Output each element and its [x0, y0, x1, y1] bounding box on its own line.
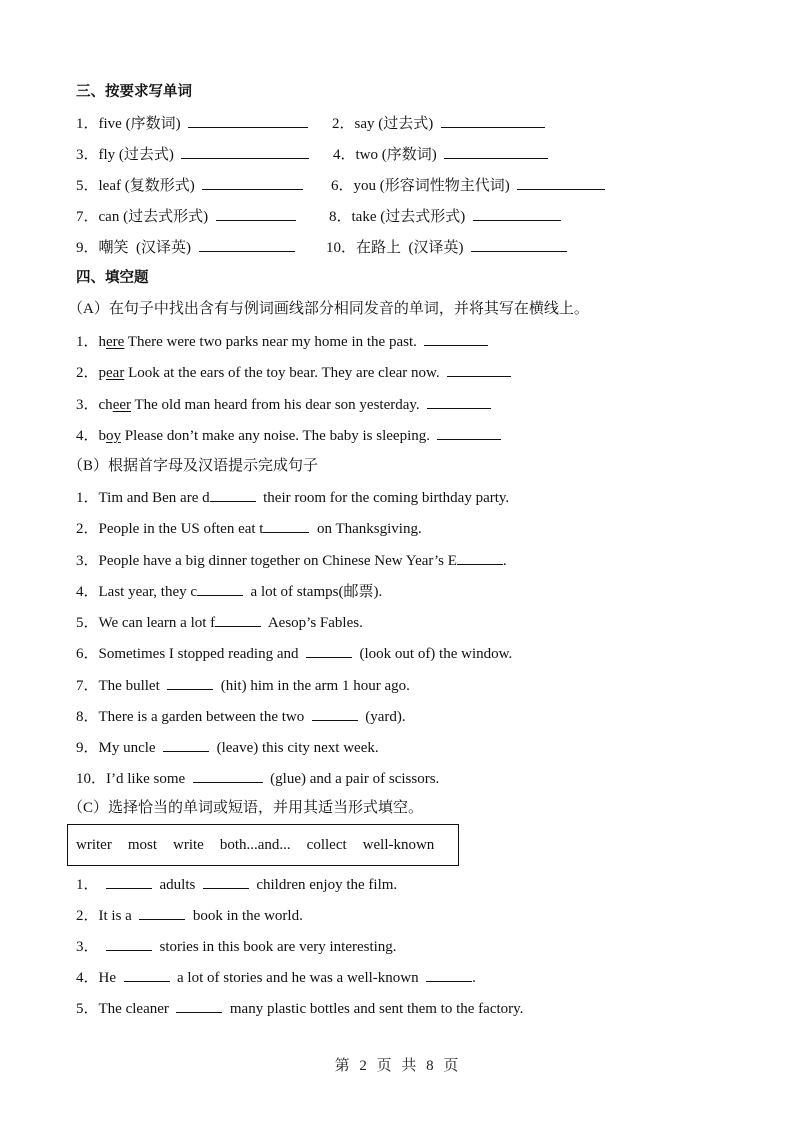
answer-blank[interactable] [312, 706, 358, 721]
answer-blank[interactable] [424, 331, 488, 346]
part-c-item: 2．It is a book in the world. [76, 905, 303, 926]
answer-blank[interactable] [163, 737, 209, 752]
answer-blank[interactable] [444, 144, 548, 159]
answer-blank[interactable] [203, 874, 249, 889]
word-bank [67, 824, 459, 866]
answer-blank[interactable] [473, 206, 561, 221]
section-title: 三、按要求写单词 [76, 84, 192, 100]
word-bank-item: write [173, 837, 204, 853]
item-6: 6．you (形容词性物主代词) [331, 175, 605, 196]
item-10: 10．在路上 (汉译英) [326, 237, 567, 258]
part-b-item: 4．Last year, they c a lot of stamps(邮票). [76, 581, 382, 602]
answer-blank[interactable] [441, 113, 545, 128]
answer-blank[interactable] [427, 394, 491, 409]
answer-blank[interactable] [437, 425, 501, 440]
part-b-item: 10．I’d like some (glue) and a pair of scissors. [76, 768, 439, 789]
part-a-item: 2．pear Look at the ears of the toy bear. They are clear now. [76, 362, 511, 383]
part-c-item: 1． adults children enjoy the film. [76, 874, 397, 895]
answer-blank[interactable] [188, 113, 308, 128]
item-2: 2．say (过去式) [332, 113, 545, 134]
answer-blank[interactable] [215, 612, 261, 627]
page-footer: 第 2 页 共 8 页 [334, 1058, 459, 1074]
part-c-instruction: （C）选择恰当的单词或短语，并用其适当形式填空。 [68, 800, 424, 816]
part-b-item: 8．There is a garden between the two (yard). [76, 706, 406, 727]
word-bank-item: most [127, 837, 158, 853]
answer-blank[interactable] [106, 936, 152, 951]
item-1: 1．five (序数词) [76, 113, 308, 134]
answer-blank[interactable] [447, 362, 511, 377]
part-b-instruction: （B）根据首字母及汉语提示完成句子 [68, 458, 319, 474]
word-bank-item: collect [306, 837, 347, 853]
word-bank-item: well-known [362, 837, 435, 853]
part-b-item: 5．We can learn a lot f Aesop’s Fables. [76, 612, 363, 633]
section-title: 四、填空题 [76, 270, 149, 286]
answer-blank[interactable] [426, 967, 472, 982]
part-b-item: 1．Tim and Ben are d their room for the coming birthday party. [76, 487, 509, 508]
answer-blank[interactable] [216, 206, 296, 221]
part-b-item: 7．The bullet (hit) him in the arm 1 hour ago. [76, 675, 410, 696]
answer-blank[interactable] [457, 550, 503, 565]
answer-blank[interactable] [197, 581, 243, 596]
item-7: 7．can (过去式形式) [76, 206, 296, 227]
answer-blank[interactable] [193, 768, 263, 783]
item-4: 4．two (序数词) [333, 144, 548, 165]
answer-blank[interactable] [106, 874, 152, 889]
item-3: 3．fly (过去式) [76, 144, 309, 165]
answer-blank[interactable] [306, 643, 352, 658]
answer-blank[interactable] [263, 518, 309, 533]
item-8: 8．take (过去式形式) [329, 206, 561, 227]
answer-blank[interactable] [517, 175, 605, 190]
word-bank-item: writer [76, 837, 112, 853]
part-a-item: 1．here There were two parks near my home in the past. [76, 331, 488, 352]
answer-blank[interactable] [124, 967, 170, 982]
part-c-item: 3． stories in this book are very interesting. [76, 936, 397, 957]
answer-blank[interactable] [176, 998, 222, 1013]
part-b-item: 6．Sometimes I stopped reading and (look out of) the window. [76, 643, 512, 664]
part-a-item: 3．cheer The old man heard from his dear son yesterday. [76, 394, 491, 415]
item-9: 9．嘲笑 (汉译英) [76, 237, 295, 258]
part-b-item: 3．People have a big dinner together on Chinese New Year’s E . [76, 550, 507, 571]
part-c-item: 4．He a lot of stories and he was a well-known . [76, 967, 476, 988]
part-b-item: 2．People in the US often eat t on Thanksgiving. [76, 518, 422, 539]
word-bank-item: both...and... [219, 837, 291, 853]
answer-blank[interactable] [181, 144, 309, 159]
answer-blank[interactable] [167, 675, 213, 690]
answer-blank[interactable] [139, 905, 185, 920]
answer-blank[interactable] [471, 237, 567, 252]
part-b-item: 9．My uncle (leave) this city next week. [76, 737, 379, 758]
answer-blank[interactable] [210, 487, 256, 502]
answer-blank[interactable] [199, 237, 295, 252]
part-a-instruction: （A）在句子中找出含有与例词画线部分相同发音的单词，并将其写在横线上。 [68, 301, 589, 317]
answer-blank[interactable] [202, 175, 303, 190]
part-a-item: 4．boy Please don’t make any noise. The baby is sleeping. [76, 425, 501, 446]
part-c-item: 5．The cleaner many plastic bottles and sent them to the factory. [76, 998, 523, 1019]
item-5: 5．leaf (复数形式) [76, 175, 303, 196]
